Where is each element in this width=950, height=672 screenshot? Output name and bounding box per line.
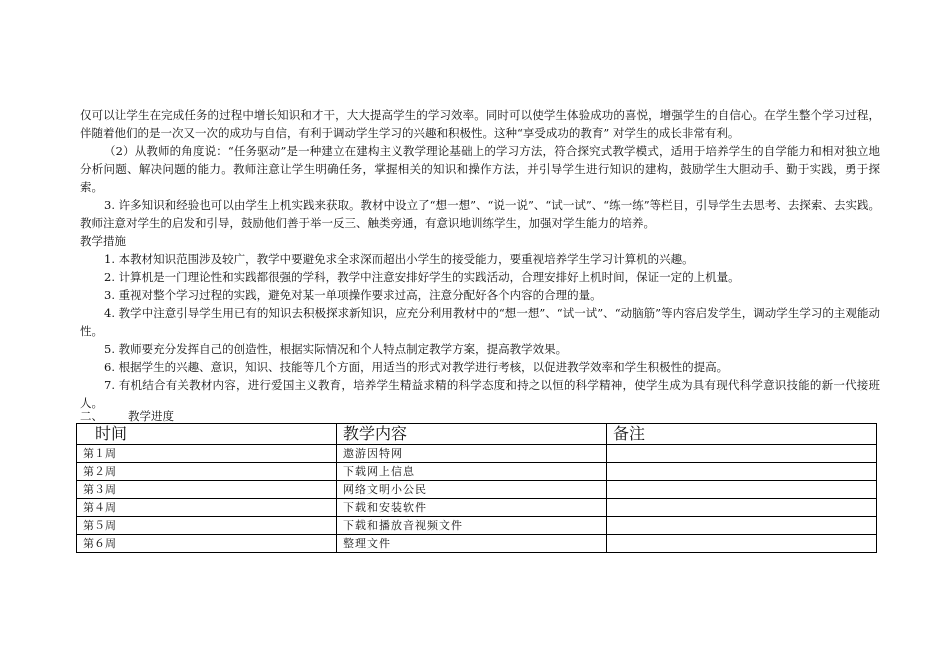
content-cell: 整理文件 bbox=[337, 535, 607, 553]
measure-item-5: 5. 教师要充分发挥自己的创造性，根据实际情况和个人特点制定教学方案，提高教学效果。 bbox=[104, 342, 568, 356]
week-cell: 第４周 bbox=[77, 499, 337, 517]
paragraph-practice-knowledge: 3. 许多知识和经验也可以由学生上机实践来获取。教材中设立了“想一想”、“说一说”、“试一试”、“练一练”等栏目，引导学生去思考、去探索、去实践。教师注意对学生的启发和引导，鼓励他们善于举一反三、触类旁通，有意识地训练学生，加强对学生能力的培养。 bbox=[80, 198, 880, 230]
note-cell bbox=[607, 463, 877, 481]
content-cell: 遨游因特网 bbox=[337, 445, 607, 463]
content-cell: 下载网上信息 bbox=[337, 463, 607, 481]
paragraph-success-education: 仅可以让学生在完成任务的过程中增长知识和才干，大大提高学生的学习效率。同时可以使学生体验成功的喜悦，增强学生的自信心。在学生整个学习过程，伴随着他们的是一次又一次的成功与自信，有利于调动学生学习的兴趣和积极性。这种“享受成功的教育” 对学生的成长非常有利。 bbox=[80, 108, 880, 140]
schedule-table bbox=[76, 423, 877, 553]
header-content: 教学内容 bbox=[337, 424, 607, 445]
header-time: 时间 bbox=[77, 424, 337, 445]
table-row bbox=[77, 481, 877, 499]
note-cell bbox=[607, 535, 877, 553]
measure-item-6: 6. 根据学生的兴趣、意识，知识、技能等几个方面，用适当的形式对教学进行考核，以促进教学效率和学生积极性的提高。 bbox=[104, 360, 729, 374]
section-title bbox=[80, 408, 174, 424]
measure-item-4: 4. 教学中注意引导学生用已有的知识去积极探求新知识，应充分利用教材中的“想一想”、“试一试”、“动脑筋”等内容启发学生，调动学生学习的主观能动性。 bbox=[80, 306, 880, 338]
content-cell: 下载和安装软件 bbox=[337, 499, 607, 517]
week-cell: 第６周 bbox=[77, 535, 337, 553]
table-row bbox=[77, 463, 877, 481]
table-row bbox=[77, 499, 877, 517]
table-row bbox=[77, 445, 877, 463]
section-title-text: 教学进度 bbox=[128, 409, 174, 423]
header-note: 备注 bbox=[607, 424, 877, 445]
week-cell: 第２周 bbox=[77, 463, 337, 481]
measure-item-2: 2. 计算机是一门理论性和实践都很强的学科，教学中注意安排好学生的实践活动，合理安排好上机时间，保证一定的上机量。 bbox=[104, 270, 740, 284]
week-cell: 第５周 bbox=[77, 517, 337, 535]
section-number: 二、 bbox=[80, 409, 103, 423]
measure-item-7: 7. 有机结合有关教材内容，进行爱国主义教育，培养学生精益求精的科学态度和持之以恒的科学精神，使学生成为具有现代科学意识技能的新一代接班人。 bbox=[80, 378, 880, 410]
table-row bbox=[77, 535, 877, 553]
note-cell bbox=[607, 445, 877, 463]
content-cell: 下载和播放音视频文件 bbox=[337, 517, 607, 535]
table-row bbox=[77, 517, 877, 535]
measure-item-1: 1. 本教材知识范围涉及较广，教学中要避免求全求深而超出小学生的接受能力，要重视培养学生学习计算机的兴趣。 bbox=[104, 252, 694, 266]
table-header-row bbox=[77, 424, 877, 445]
content-cell: 网络文明小公民 bbox=[337, 481, 607, 499]
note-cell bbox=[607, 499, 877, 517]
measure-item-3: 3. 重视对整个学习过程的实践，避免对某一单项操作要求过高，注意分配好各个内容的合理的量。 bbox=[104, 288, 602, 302]
measures-heading: 教学措施 bbox=[80, 234, 126, 248]
week-cell: 第３周 bbox=[77, 481, 337, 499]
week-cell: 第１周 bbox=[77, 445, 337, 463]
paragraph-teacher-perspective: （2）从教师的角度说：“任务驱动”是一种建立在建构主义教学理论基础上的学习方法，符合探究式教学模式，适用于培养学生的自学能力和相对独立地分析问题、解决问题的能力。教师注意让学生明确任务，掌握相关的知识和操作方法，并引导学生进行知识的建构，鼓励学生大胆动手、勤于实践，勇于探索。 bbox=[80, 144, 880, 194]
note-cell bbox=[607, 517, 877, 535]
note-cell bbox=[607, 481, 877, 499]
